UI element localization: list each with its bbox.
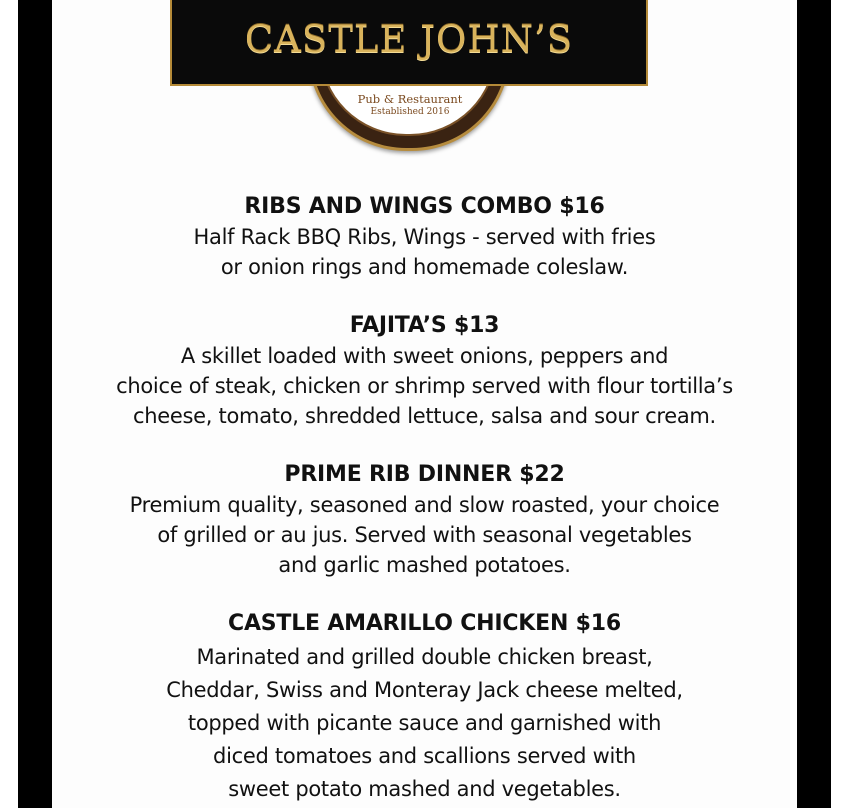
description-line: of grilled or au jus. Served with seasonal vegetables [157, 523, 692, 547]
menu-item [52, 460, 797, 580]
menu-item-description [52, 641, 797, 806]
description-line: Half Rack BBQ Ribs, Wings - served with fries [193, 225, 656, 249]
menu-item-description [52, 222, 797, 282]
menu-item-title: CASTLE AMARILLO CHICKEN $16 [228, 611, 621, 636]
logo-established: Established 2016 [370, 107, 450, 117]
left-border [18, 0, 52, 808]
description-line: Premium quality, seasoned and slow roasted, your choice [129, 493, 720, 517]
menu-list [52, 192, 797, 806]
description-line: Marinated and grilled double chicken breast, [196, 645, 653, 669]
description-line: choice of steak, chicken or shrimp served with flour tortilla’s [116, 374, 733, 398]
description-line: or onion rings and homemade coleslaw. [220, 255, 629, 279]
description-line: Cheddar, Swiss and Monteray Jack cheese melted, [166, 678, 683, 702]
description-line: sweet potato mashed and vegetables. [228, 777, 621, 801]
description-line: and garlic mashed potatoes. [278, 553, 571, 577]
menu-item [52, 609, 797, 806]
menu-item [52, 192, 797, 282]
menu-item-description [52, 490, 797, 580]
menu-item-title: FAJITA’S $13 [349, 313, 500, 338]
logo-tagline: Pub & Restaurant [357, 92, 463, 106]
logo-banner [170, 0, 648, 86]
description-line: cheese, tomato, shredded lettuce, salsa and sour cream. [133, 404, 716, 428]
menu-item-title: RIBS AND WINGS COMBO $16 [244, 194, 605, 219]
restaurant-name: CASTLE JOHN’S [244, 18, 574, 61]
menu-item-title: PRIME RIB DINNER $22 [284, 462, 565, 487]
menu-item-description [52, 341, 797, 431]
description-line: topped with picante sauce and garnished with [187, 711, 662, 735]
description-line: A skillet loaded with sweet onions, peppers and [180, 344, 669, 368]
description-line: diced tomatoes and scallions served with [213, 744, 636, 768]
menu-item [52, 311, 797, 431]
right-border [797, 0, 831, 808]
